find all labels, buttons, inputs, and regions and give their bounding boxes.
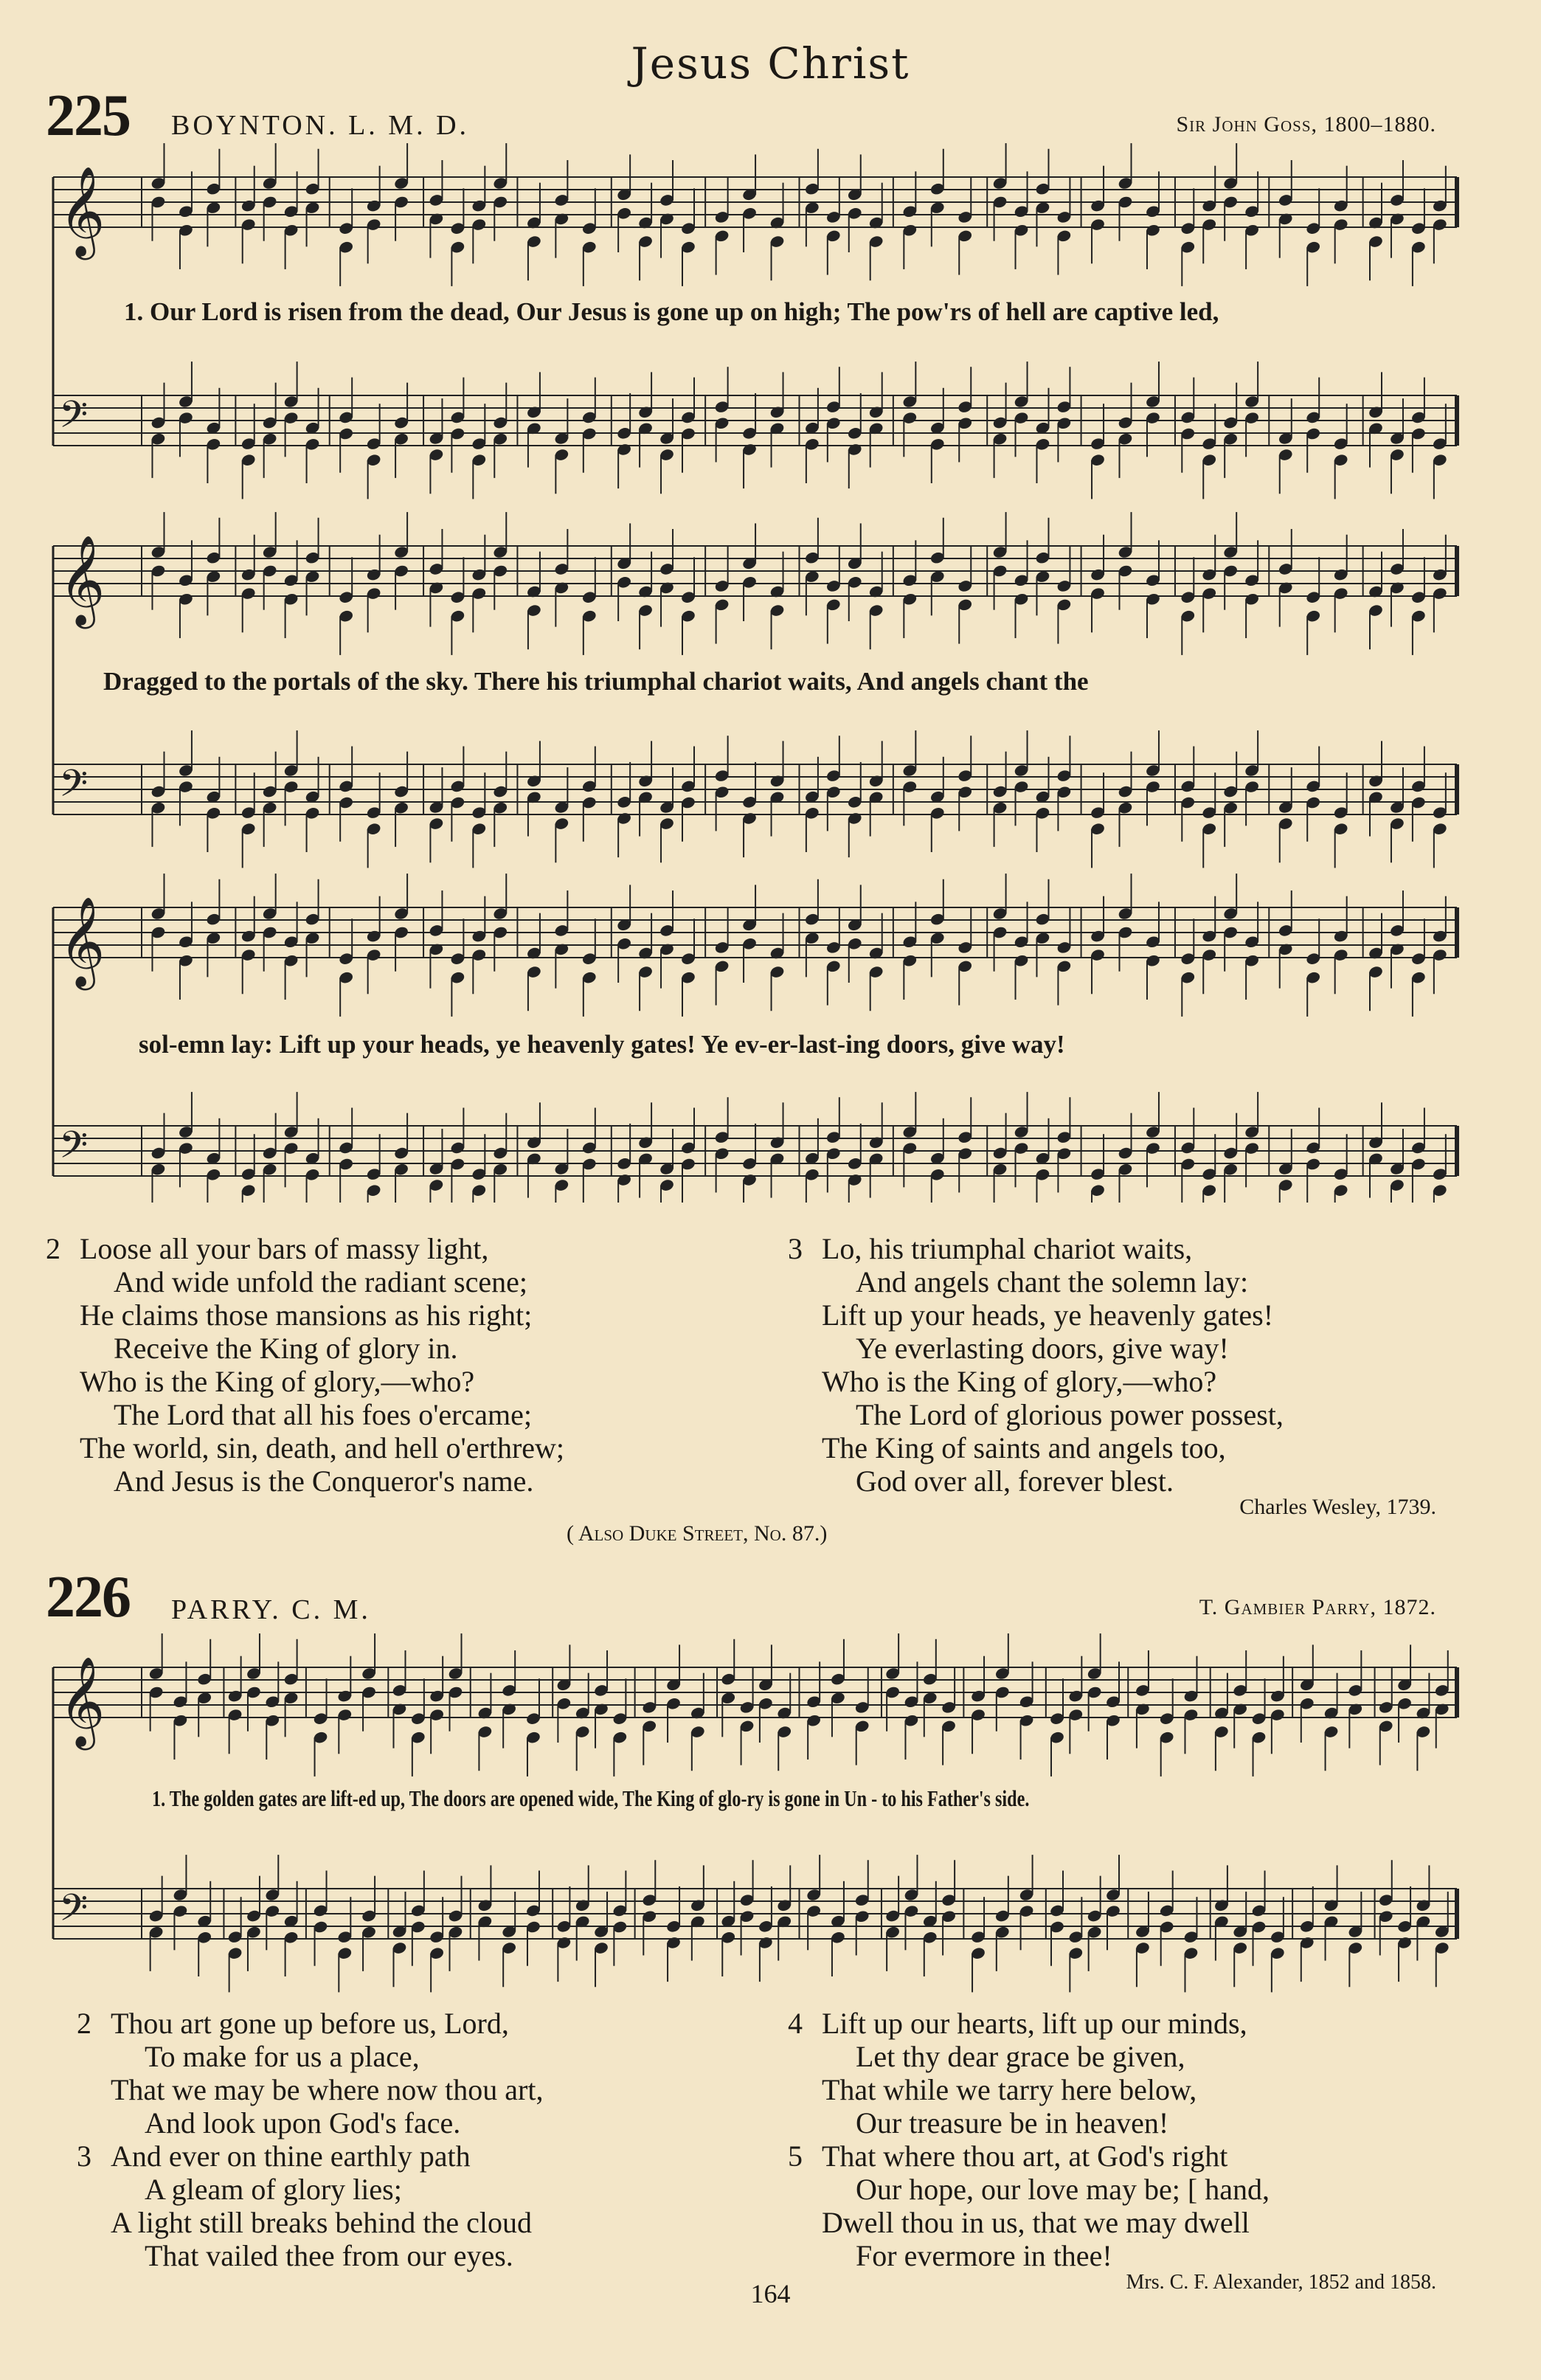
lyric-line-225-3: sol-emn lay: Lift up your heads, ye heavenly gates! Ye ev-er-last-ing doors, give way! — [139, 1030, 1065, 1059]
bass-clef-icon: 𝄢 — [59, 393, 89, 446]
verse-226-5: 5 That where thou art, at God's right Our hope, our love may be; [ hand, Dwell thou in us, that we may dwell For evermore in thee! — [788, 2139, 1270, 2272]
treble-clef-icon: 𝄞 — [59, 1656, 105, 1746]
author-226: Mrs. C. F. Alexander, 1852 and 1858. — [1126, 2271, 1436, 2294]
page-number: 164 — [750, 2279, 791, 2308]
bass-clef-icon: 𝄢 — [59, 762, 89, 814]
composer-225: Sir John Goss, 1800–1880. — [1176, 112, 1436, 136]
treble-clef-icon: 𝄞 — [59, 165, 105, 256]
hymn-number-226: 226 — [46, 1565, 130, 1630]
lyric-line-225-1: 1. Our Lord is risen from the dead, Our Jesus is gone up on high; The pow'rs of hell are captive led, — [124, 297, 1219, 326]
tune-name-225: BOYNTON. L. M. D. — [171, 110, 470, 141]
lyric-line-226-1: 1. The golden gates are lift-ed up, The doors are opened wide, The King of glo-ry is gone in Un - to his Father's side. — [152, 1785, 1030, 1811]
hymn-number-225: 225 — [46, 83, 130, 148]
bass-clef-icon: 𝄢 — [59, 1124, 89, 1176]
bass-clef-icon: 𝄢 — [59, 1886, 89, 1939]
author-225: Charles Wesley, 1739. — [1239, 1495, 1436, 1519]
page-title: Jesus Christ — [631, 38, 910, 89]
verse-225-3: 3 Lo, his triumphal chariot waits, And angels chant the solemn lay: Lift up your heads, ye heavenly gates! Ye everlasting doors, give way! Who is the King of glory,—who? The Lord of glorious power possest, The King of saints and angels too, God over all, forever blest. — [788, 1232, 1284, 1498]
composer-226: T. Gambier Parry, 1872. — [1199, 1595, 1436, 1619]
treble-clef-icon: 𝄞 — [59, 896, 105, 986]
lyric-line-225-2: Dragged to the portals of the sky. There his triumphal chariot waits, And angels chant the — [103, 667, 1089, 696]
verse-225-2: 2 Loose all your bars of massy light, And wide unfold the radiant scene; He claims those mansions as his right; Receive the King of glory in. Who is the King of glory,—who? The Lord that all his foes o'ercame; The world, sin, death, and hell o'erthrew; And Jesus is the Conqueror's name. — [46, 1232, 565, 1498]
verse-226-4: 4 Lift up our hearts, lift up our minds, Let thy dear grace be given, That while we tarry here below, Our treasure be in heaven! — [788, 2007, 1247, 2139]
tune-name-226: PARRY. C. M. — [171, 1594, 371, 1625]
alternate-tune-note: ( Also Duke Street, No. 87.) — [567, 1521, 828, 1546]
treble-clef-icon: 𝄞 — [59, 534, 105, 625]
music-systems-226 — [53, 1633, 1457, 1992]
verse-226-3: 3 And ever on thine earthly path A gleam of glory lies; A light still breaks behind the cloud That vailed thee from our eyes. — [77, 2139, 533, 2272]
verse-226-2: 2 Thou art gone up before us, Lord, To make for us a place, That we may be where now thou art, And look upon God's face. — [77, 2007, 544, 2139]
